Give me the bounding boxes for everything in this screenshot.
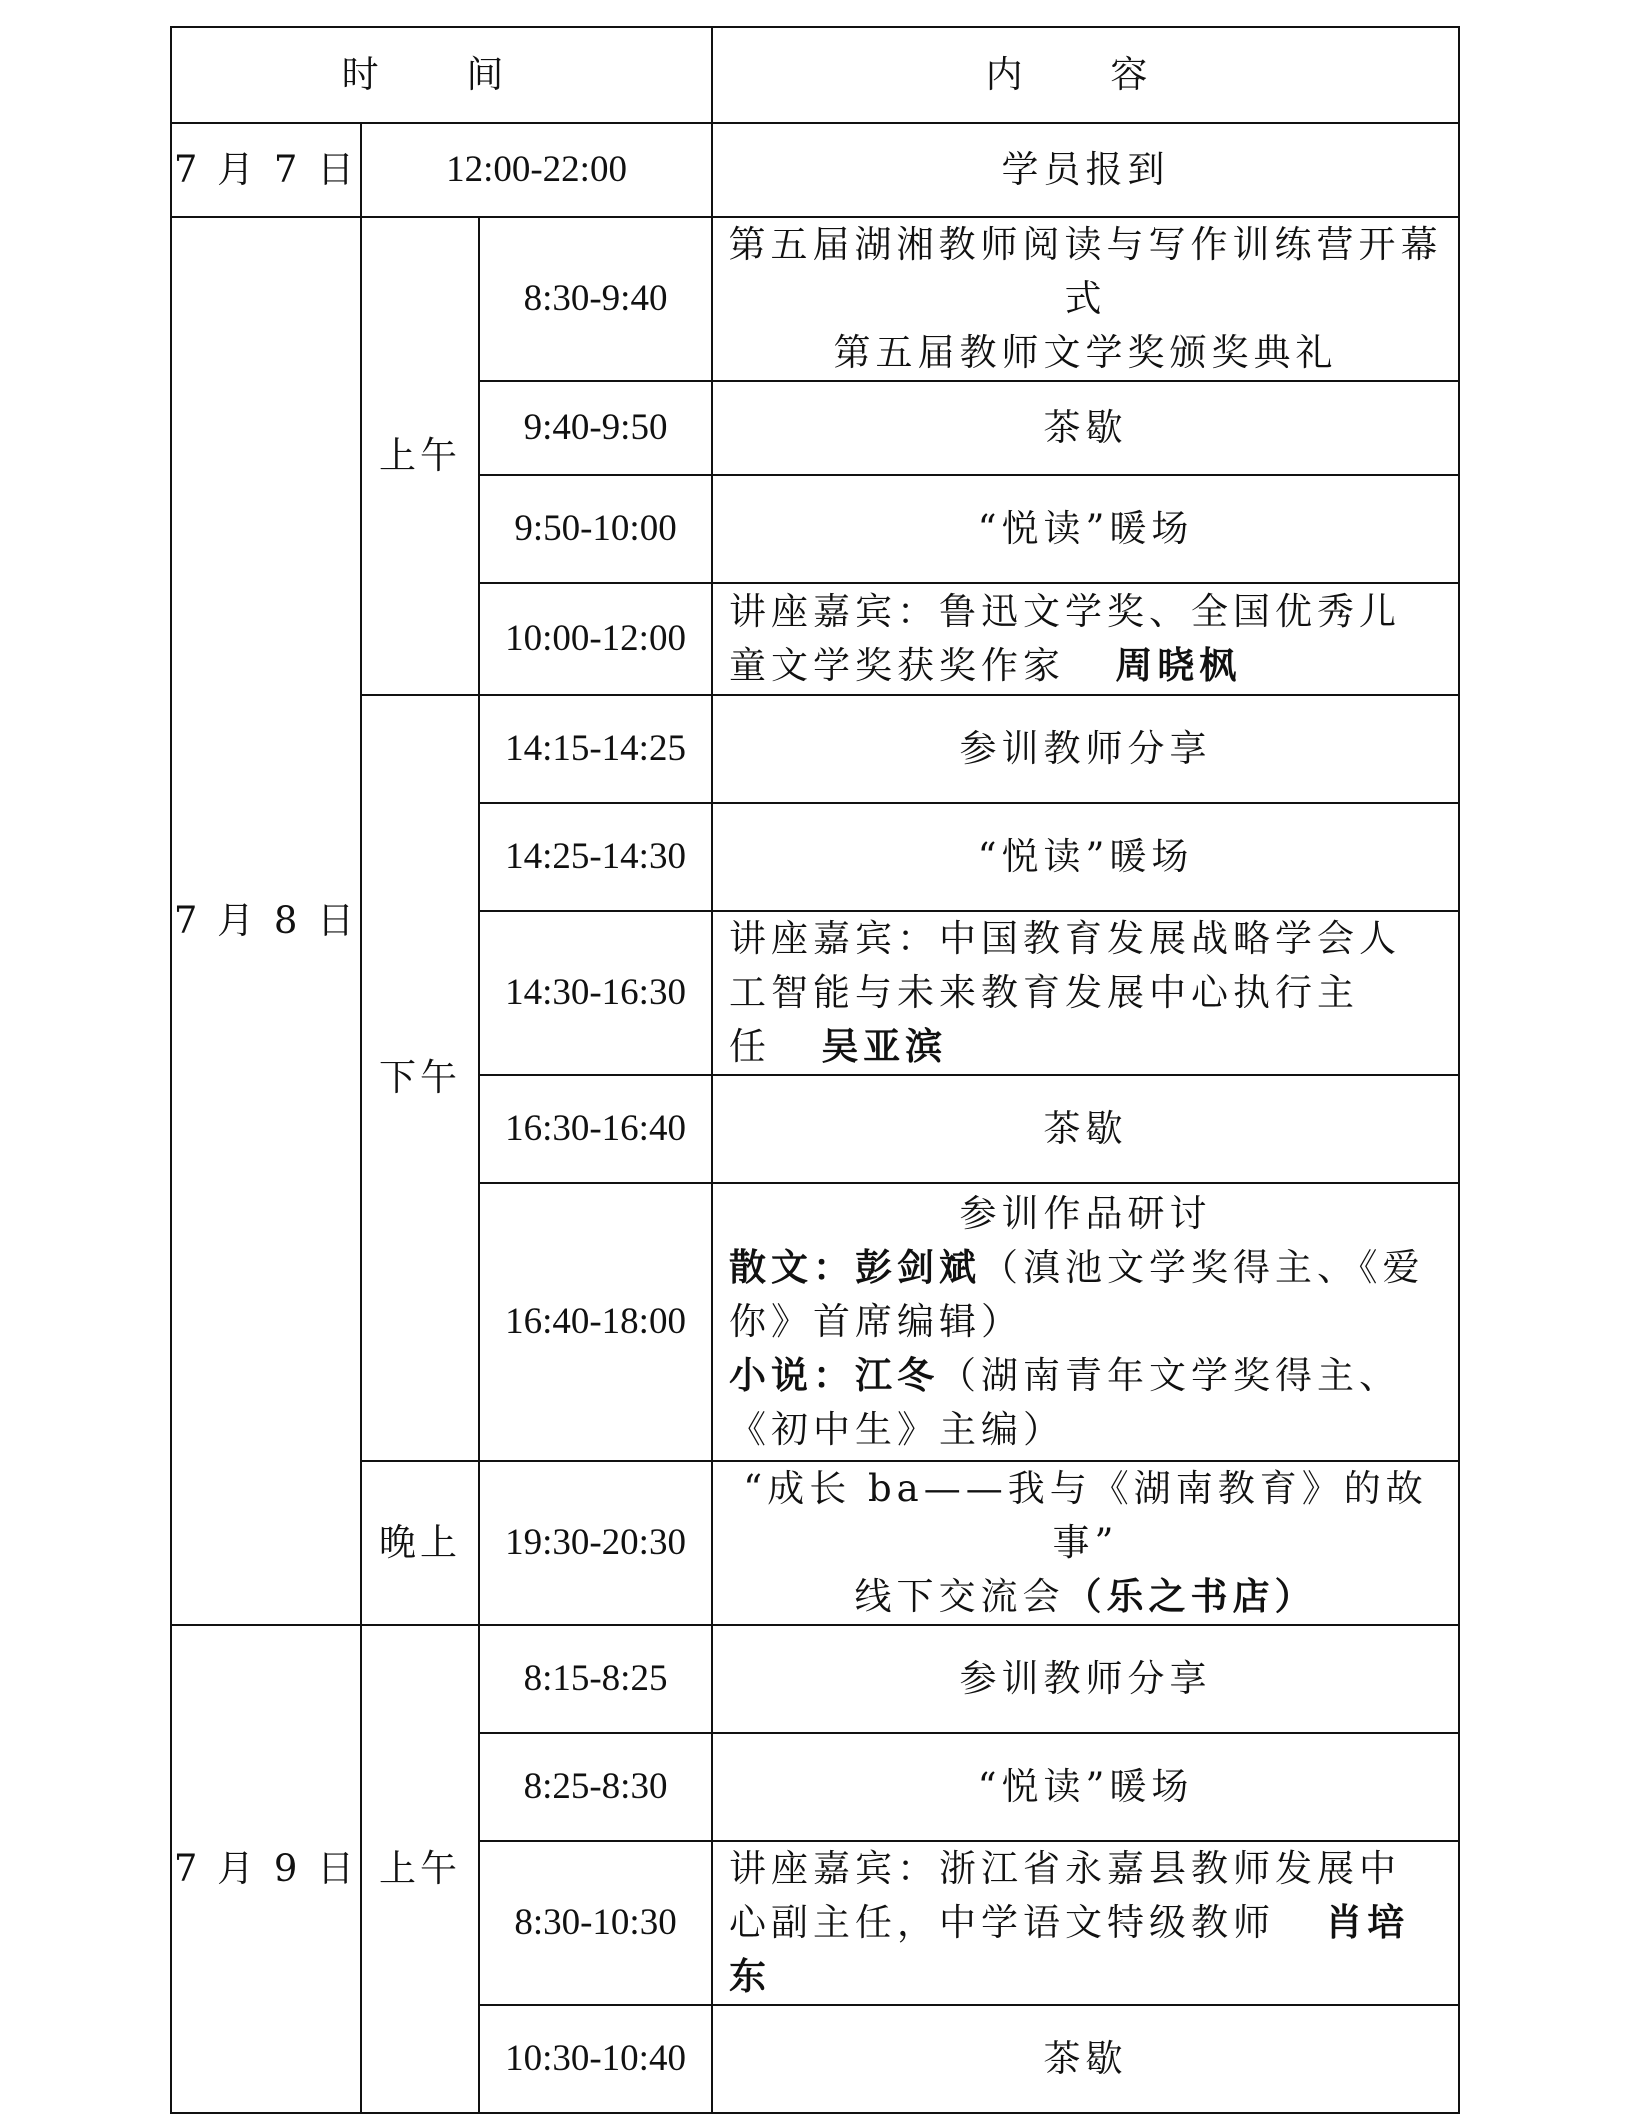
- content-cell: [712, 1841, 1459, 2005]
- time-cell: 12:00-22:00: [361, 123, 712, 217]
- content-cell: [712, 583, 1459, 695]
- time-cell: 8:15-8:25: [479, 1625, 712, 1733]
- time-cell: 14:30-16:30: [479, 911, 712, 1075]
- time-cell: 10:00-12:00: [479, 583, 712, 695]
- table-row: [171, 123, 1459, 217]
- date-cell: 7 月 9 日: [171, 1625, 361, 2113]
- event-subtitle: [713, 1570, 1458, 1624]
- novel-entry: [729, 1349, 1442, 1457]
- content-cell: [712, 911, 1459, 1075]
- time-cell: 14:15-14:25: [479, 695, 712, 803]
- table-row: [171, 217, 1459, 381]
- table-row: [171, 1625, 1459, 1733]
- lecture-text: 讲座嘉宾：鲁迅文学奖、全国优秀儿童文学奖获奖作家: [729, 590, 1402, 687]
- content-cell: [712, 1461, 1459, 1625]
- content-cell: “悦读”暖场: [712, 803, 1459, 911]
- essay-text: （滇池文学奖得主、《爱你》首席编辑）: [729, 1246, 1425, 1343]
- time-cell: 8:30-9:40: [479, 217, 712, 381]
- content-cell: [712, 217, 1459, 381]
- event-venue: （乐之书店）: [1064, 1575, 1317, 1618]
- speaker-name: 肖培东: [729, 1901, 1410, 1998]
- novel-text: （湖南青年文学奖得主、《初中生》主编）: [729, 1354, 1402, 1451]
- essay-entry: [729, 1241, 1442, 1349]
- time-cell: 16:40-18:00: [479, 1183, 712, 1461]
- content-cell: 学员报到: [712, 123, 1459, 217]
- lecture-text: 讲座嘉宾：浙江省永嘉县教师发展中心副主任，中学语文特级教师: [729, 1847, 1402, 1944]
- time-cell: 9:50-10:00: [479, 475, 712, 583]
- period-cell: 晚上: [361, 1461, 479, 1625]
- essay-label: 散文：彭剑斌: [729, 1246, 982, 1289]
- time-cell: 14:25-14:30: [479, 803, 712, 911]
- content-cell: 茶歇: [712, 381, 1459, 475]
- content-cell: 参训教师分享: [712, 1625, 1459, 1733]
- date-cell: 7 月 7 日: [171, 123, 361, 217]
- content-cell: “悦读”暖场: [712, 1733, 1459, 1841]
- speaker-name: 吴亚滨: [821, 1025, 948, 1068]
- lecture-text: 讲座嘉宾：中国教育发展战略学会人工智能与未来教育发展中心执行主任: [729, 917, 1402, 1068]
- period-cell: 下午: [361, 695, 479, 1461]
- workshop-title: 参训作品研讨: [959, 1192, 1212, 1235]
- time-cell: 9:40-9:50: [479, 381, 712, 475]
- header-time: 时 间: [171, 27, 712, 123]
- content-line: 第五届教师文学奖颁奖典礼: [833, 331, 1338, 374]
- table-header-row: [171, 27, 1459, 123]
- event-title: “成长 ba——我与《湖南教育》的故事”: [743, 1467, 1428, 1564]
- speaker-name: 周晓枫: [1115, 644, 1242, 687]
- novel-label: 小说：江冬: [729, 1354, 940, 1397]
- content-cell: “悦读”暖场: [712, 475, 1459, 583]
- header-content: 内 容: [712, 27, 1459, 123]
- date-cell: 7 月 8 日: [171, 217, 361, 1625]
- table-row: [171, 1461, 1459, 1625]
- time-cell: 8:25-8:30: [479, 1733, 712, 1841]
- schedule-table: [170, 26, 1460, 2114]
- content-cell: 茶歇: [712, 1075, 1459, 1183]
- time-cell: 16:30-16:40: [479, 1075, 712, 1183]
- content-cell: 茶歇: [712, 2005, 1459, 2113]
- time-cell: 10:30-10:40: [479, 2005, 712, 2113]
- content-cell: 参训教师分享: [712, 695, 1459, 803]
- content-cell: [712, 1183, 1459, 1461]
- time-cell: 19:30-20:30: [479, 1461, 712, 1625]
- table-row: [171, 695, 1459, 803]
- event-type: 线下交流会: [854, 1575, 1065, 1618]
- period-cell: 上午: [361, 1625, 479, 2113]
- content-line: 第五届湖湘教师阅读与写作训练营开幕式: [728, 223, 1443, 320]
- time-cell: 8:30-10:30: [479, 1841, 712, 2005]
- period-cell: 上午: [361, 217, 479, 695]
